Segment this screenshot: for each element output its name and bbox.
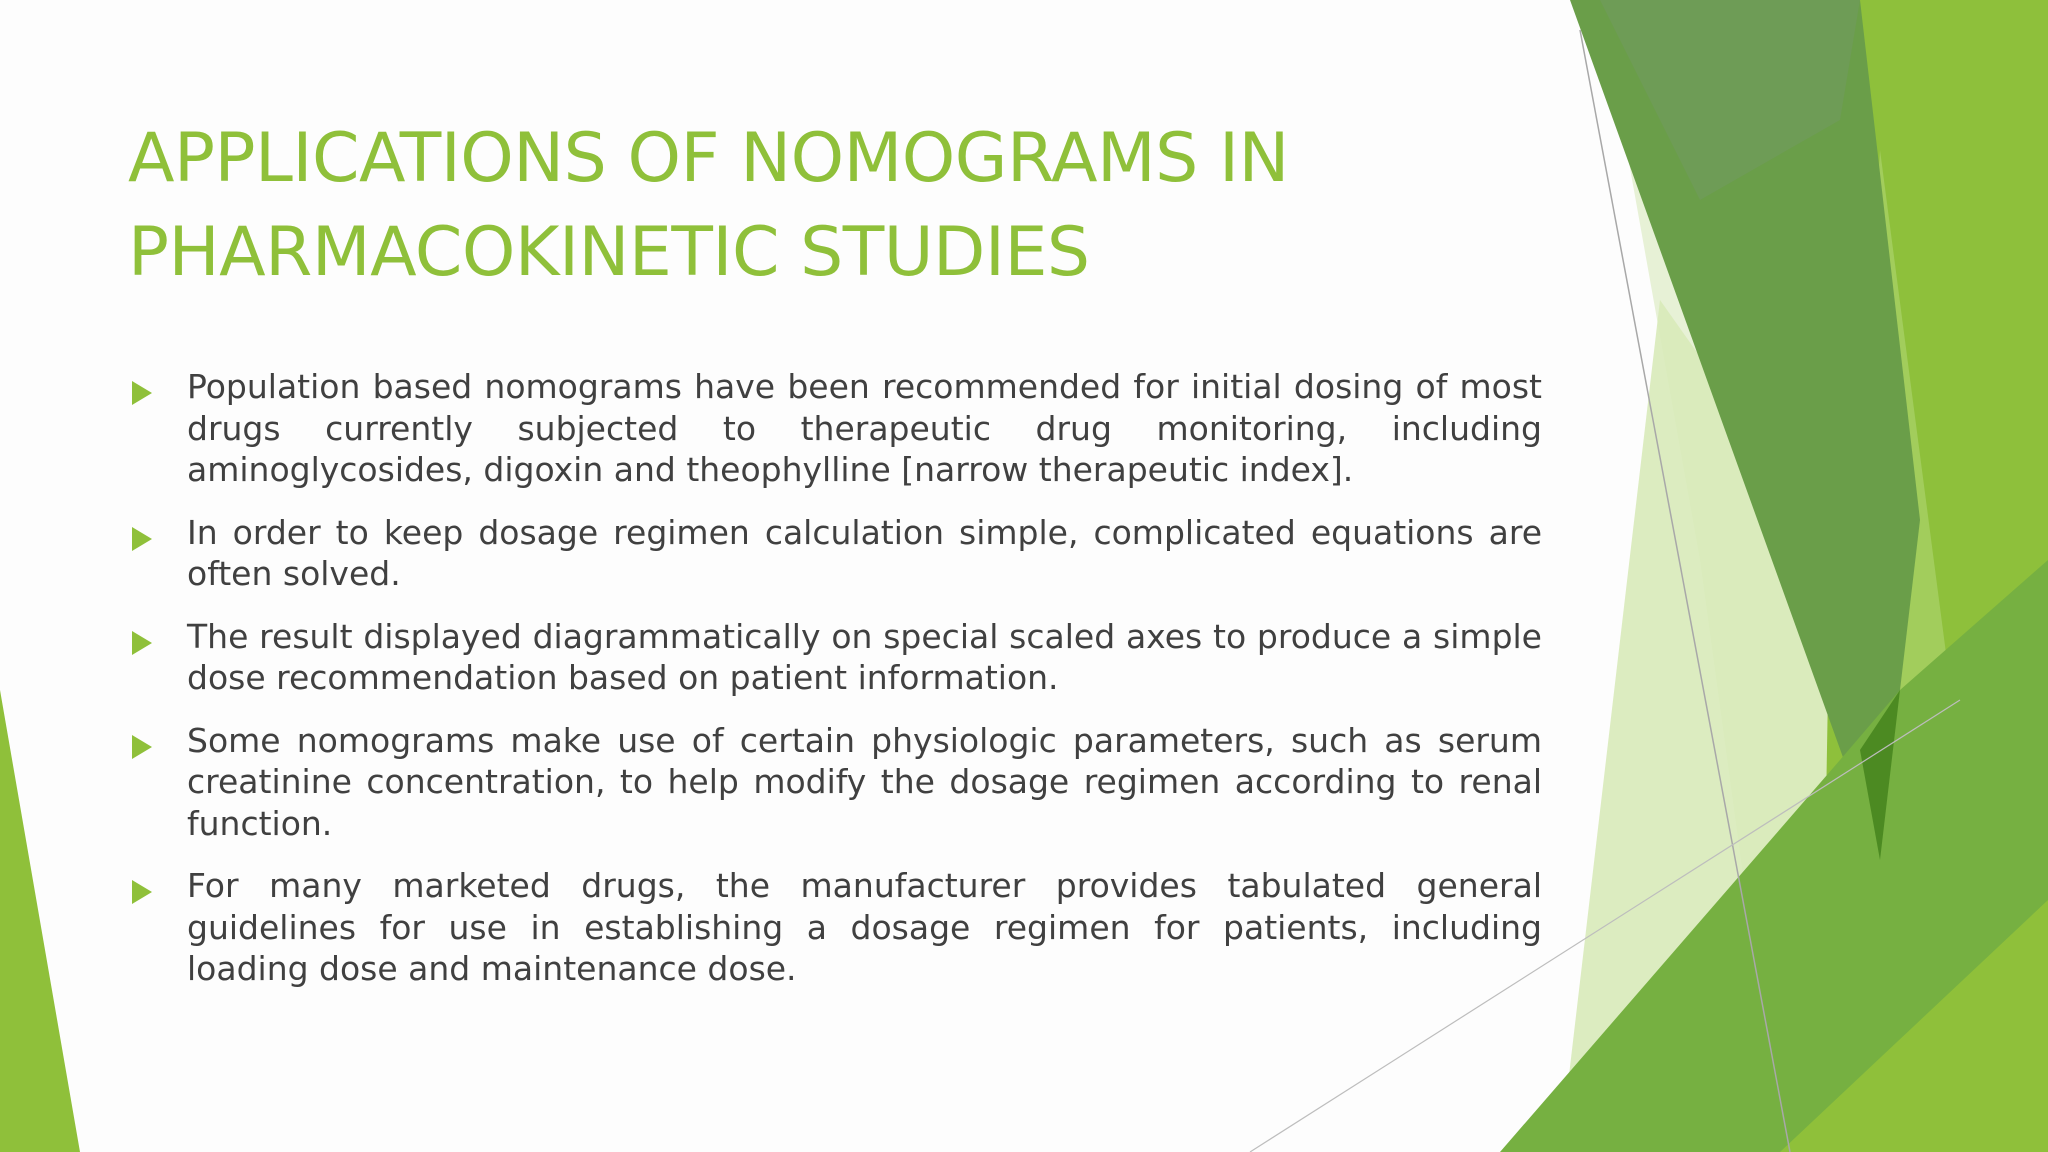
triangle-bullet-icon <box>132 381 152 405</box>
bullet-text: In order to keep dosage regimen calculation simple, complicated equations are often solved. <box>187 512 1542 593</box>
bullet-text: For many marketed drugs, the manufacturer provides tabulated general guidelines for use in establishing a dosage regimen for patients, including loading dose and maintenance dose. <box>187 866 1542 988</box>
bullet-text: Population based nomograms have been recommended for initial dosing of most drugs currently subjected to therapeutic drug monitoring, including aminoglycosides, digoxin and theophylline [narrow therapeutic index]. <box>187 367 1542 489</box>
title-line-1: APPLICATIONS OF NOMOGRAMS IN <box>128 119 1289 198</box>
triangle-bullet-icon <box>132 735 152 759</box>
slide-title <box>128 112 1548 300</box>
bullet-item <box>132 865 1542 990</box>
bullet-item <box>132 366 1542 491</box>
left-edge-shape <box>0 690 80 1152</box>
bullet-text: The result displayed diagrammatically on special scaled axes to produce a simple dose recommendation based on patient information. <box>187 616 1542 697</box>
bullet-text: Some nomograms make use of certain physiologic parameters, such as serum creatinine concentration, to help modify the dosage regimen according to renal function. <box>187 720 1542 843</box>
bullet-item <box>132 512 1542 595</box>
bullet-item <box>132 720 1542 845</box>
triangle-bullet-icon <box>132 631 152 655</box>
title-line-2: PHARMACOKINETIC STUDIES <box>128 213 1090 292</box>
bullet-list <box>132 366 1542 1011</box>
triangle-bullet-icon <box>132 527 152 551</box>
triangle-bullet-icon <box>132 880 152 904</box>
bullet-item <box>132 616 1542 699</box>
